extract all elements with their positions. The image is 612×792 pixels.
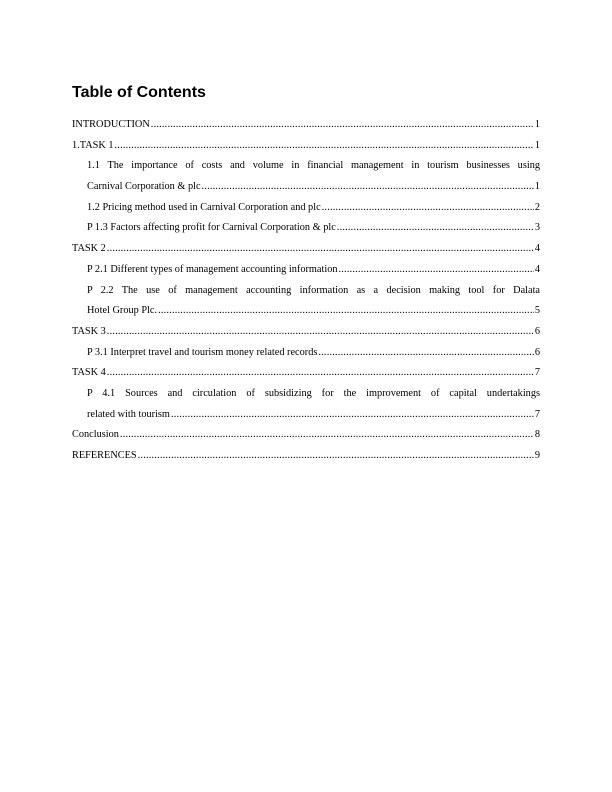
toc-entry-label: P 3.1 Interpret travel and tourism money related records	[87, 346, 318, 358]
toc-page-number: 1	[534, 119, 540, 130]
toc-entry-p-1-3[interactable]	[72, 218, 540, 239]
toc-entry-introduction[interactable]	[72, 115, 540, 136]
toc-entry-task-1[interactable]	[72, 136, 540, 157]
toc-page-number: 3	[534, 222, 540, 234]
toc-leader-dots	[151, 115, 534, 136]
toc-entry-label: INTRODUCTION	[72, 119, 150, 130]
toc-entry-p-2-2[interactable]	[72, 301, 540, 322]
toc-leader-dots	[107, 322, 534, 343]
toc-leader-dots	[339, 260, 534, 281]
toc-page-number: 2	[534, 201, 540, 213]
toc-leader-dots	[322, 198, 534, 219]
toc-entry-1-2[interactable]	[72, 198, 540, 219]
toc-entry-label: REFERENCES	[72, 450, 137, 461]
toc-page-number: 1	[534, 181, 540, 193]
toc-entry-label: TASK 3	[72, 325, 106, 337]
toc-entry-task-4[interactable]	[72, 363, 540, 384]
toc-title: Table of Contents	[72, 84, 206, 101]
toc-entry-label: TASK 4	[72, 367, 106, 379]
toc-leader-dots	[115, 136, 534, 157]
toc-leader-dots	[171, 405, 534, 426]
toc-entry-task-3[interactable]	[72, 322, 540, 343]
toc-page-number: 8	[534, 429, 540, 441]
toc-entry-references[interactable]	[72, 446, 540, 467]
toc-entry-label: related with tourism	[87, 408, 170, 420]
toc-page-number: 6	[534, 325, 540, 337]
toc-leader-dots	[107, 363, 534, 384]
toc-entry-label: 1.2 Pricing method used in Carnival Corporation and plc	[87, 201, 321, 213]
toc-entry-task-2[interactable]	[72, 239, 540, 260]
toc-entry-label: 1.TASK 1	[72, 139, 114, 151]
toc-entry-p-2-1[interactable]	[72, 260, 540, 281]
toc-entry-label: Hotel Group Plc.	[87, 305, 158, 317]
toc-entry-label: P 1.3 Factors affecting profit for Carnival Corporation & plc	[87, 222, 336, 234]
toc-entry-label: Conclusion	[72, 429, 119, 441]
toc-entry-p-4-1-line1[interactable]: P 4.1 Sources and circulation of subsidizing for the improvement of capital undertakings	[87, 387, 540, 399]
toc-leader-dots	[337, 218, 534, 239]
toc-leader-dots	[138, 446, 534, 467]
toc-entry-label: TASK 2	[72, 243, 106, 255]
toc-page-number: 7	[534, 408, 540, 420]
toc-entry-p-4-1[interactable]	[72, 405, 540, 426]
toc-entry-1-1[interactable]	[72, 177, 540, 198]
toc-entry-1-1-line1[interactable]: 1.1 The importance of costs and volume in financial management in tourism businesses using	[87, 160, 540, 172]
toc-entry-label: P 2.1 Different types of management accounting information	[87, 263, 338, 275]
toc-entry-p-3-1[interactable]	[72, 343, 540, 364]
toc-page-number: 9	[534, 450, 540, 461]
toc-leader-dots	[202, 177, 534, 198]
toc-page-number: 4	[534, 263, 540, 275]
toc-page-number: 7	[534, 367, 540, 379]
toc-page-number: 4	[534, 243, 540, 255]
toc-page-number: 5	[534, 305, 540, 317]
toc-list	[72, 115, 540, 467]
toc-page-number: 6	[534, 346, 540, 358]
toc-leader-dots	[107, 239, 534, 260]
toc-entry-conclusion[interactable]	[72, 425, 540, 446]
toc-entry-label: Carnival Corporation & plc	[87, 181, 201, 193]
toc-page-number: 1	[534, 139, 540, 151]
toc-leader-dots	[318, 343, 533, 364]
toc-entry-p-2-2-line1[interactable]: P 2.2 The use of management accounting information as a decision making tool for Dalata	[87, 284, 540, 296]
toc-leader-dots	[120, 425, 534, 446]
toc-leader-dots	[158, 301, 534, 322]
